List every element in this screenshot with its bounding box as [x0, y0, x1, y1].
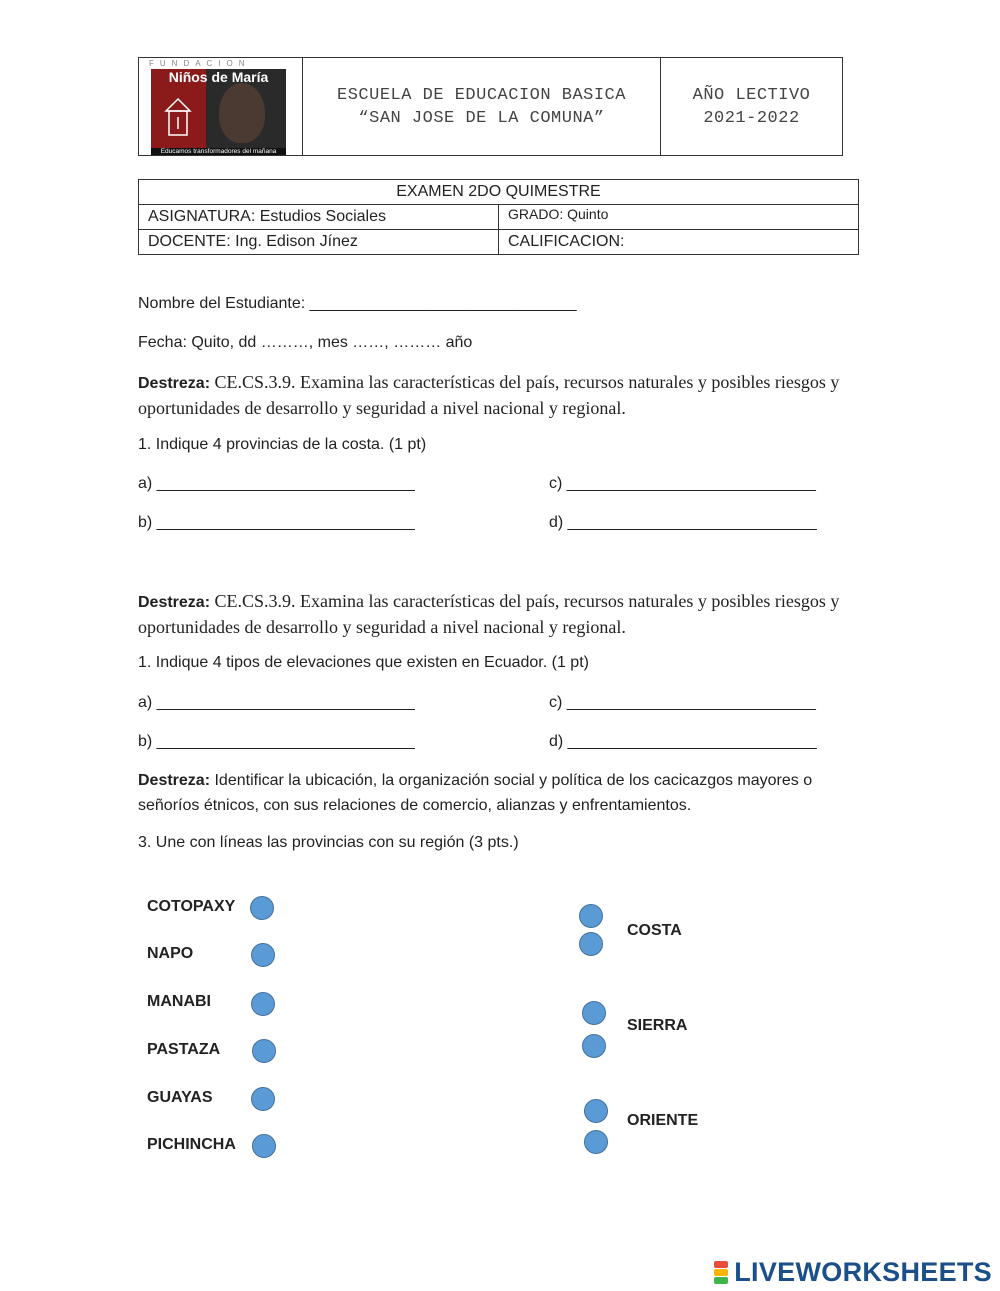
- logo-name: Niños de María: [168, 69, 269, 85]
- question-3: 3. Une con líneas las provincias con su región (3 pts.): [138, 834, 519, 851]
- answer-1c[interactable]: c) ____________________________: [549, 475, 816, 492]
- answer-1b[interactable]: b) _____________________________: [138, 514, 415, 531]
- teacher-cell: DOCENTE: Ing. Edison Jínez: [139, 230, 499, 255]
- region-dot-sierra-2[interactable]: [582, 1034, 606, 1058]
- skill-1: [138, 370, 858, 422]
- region-dot-sierra-1[interactable]: [582, 1001, 606, 1025]
- province-label: NAPO: [147, 945, 194, 962]
- answer-2a[interactable]: a) _____________________________: [138, 694, 415, 711]
- liveworksheets-brand[interactable]: [714, 1257, 992, 1288]
- province-dot-cotopaxy[interactable]: [250, 896, 274, 920]
- province-dot-guayas[interactable]: [251, 1087, 275, 1111]
- answer-2d[interactable]: d) ____________________________: [549, 733, 817, 750]
- skill-2-label: Destreza:: [138, 594, 211, 611]
- logo: [139, 58, 303, 155]
- skill-3-text: Identificar la ubicación, la organización social y política de los cacicazgos mayores o señoríos étnicos, con sus relaciones de comercio, alianzas y enfrentamientos.: [138, 772, 813, 814]
- exam-info-table: [138, 179, 859, 255]
- grade-cell: GRADO: Quinto: [499, 205, 859, 230]
- region-dot-oriente-1[interactable]: [584, 1099, 608, 1123]
- liveworksheets-logo-icon: [714, 1261, 730, 1285]
- logo-top-text: FUNDACION: [149, 59, 251, 68]
- province-label: MANABI: [147, 993, 211, 1010]
- skill-2: [138, 589, 858, 641]
- province-label: PASTAZA: [147, 1041, 221, 1058]
- region-dot-costa-1[interactable]: [579, 904, 603, 928]
- region-dot-costa-2[interactable]: [579, 932, 603, 956]
- region-dot-oriente-2[interactable]: [584, 1130, 608, 1154]
- logo-image: [151, 69, 286, 155]
- exam-title: EXAMEN 2DO QUIMESTRE: [139, 180, 859, 205]
- region-label: COSTA: [627, 922, 682, 939]
- church-icon: [163, 97, 193, 137]
- year-label: AÑO LECTIVO: [692, 85, 811, 105]
- answer-1d[interactable]: d) ____________________________: [549, 514, 817, 531]
- school-line-1: ESCUELA DE EDUCACION BASICA: [337, 85, 626, 105]
- subject-cell: ASIGNATURA: Estudios Sociales: [139, 205, 499, 230]
- skill-2-text: CE.CS.3.9. Examina las características del país, recursos naturales y posibles riesgos y oportunidades de desarrollo y seguridad a nivel nacional y regional.: [138, 591, 840, 637]
- province-label: GUAYAS: [147, 1089, 213, 1106]
- province-label: COTOPAXY: [147, 898, 236, 915]
- score-cell[interactable]: CALIFICACION:: [499, 230, 859, 255]
- school-header: [138, 57, 843, 156]
- year-value: 2021-2022: [703, 108, 800, 128]
- student-name-field[interactable]: Nombre del Estudiante: ______________________________: [138, 295, 577, 312]
- logo-tagline: Educamos transformadores del mañana: [151, 148, 286, 155]
- brand-text: LIVEWORKSHEETS: [734, 1257, 992, 1287]
- region-label: ORIENTE: [627, 1112, 699, 1129]
- region-label: SIERRA: [627, 1017, 688, 1034]
- answer-1a[interactable]: a) _____________________________: [138, 475, 415, 492]
- skill-1-label: Destreza:: [138, 375, 211, 392]
- school-year: [661, 58, 842, 155]
- province-dot-pastaza[interactable]: [252, 1039, 276, 1063]
- date-field[interactable]: Fecha: Quito, dd ………, mes ……, ……… año: [138, 334, 473, 351]
- answer-2b[interactable]: b) _____________________________: [138, 733, 415, 750]
- province-dot-pichincha[interactable]: [252, 1134, 276, 1158]
- province-dot-napo[interactable]: [251, 943, 275, 967]
- province-label: PICHINCHA: [147, 1136, 236, 1153]
- skill-3: [138, 768, 868, 818]
- answer-2c[interactable]: c) ____________________________: [549, 694, 816, 711]
- question-1: 1. Indique 4 provincias de la costa. (1 pt): [138, 436, 427, 453]
- school-line-2: “SAN JOSE DE LA COMUNA”: [358, 108, 605, 128]
- school-name: [303, 58, 661, 155]
- skill-3-label: Destreza:: [138, 772, 211, 789]
- province-dot-manabi[interactable]: [251, 992, 275, 1016]
- skill-1-text: CE.CS.3.9. Examina las características del país, recursos naturales y posibles riesgos y oportunidades de desarrollo y seguridad a nivel nacional y regional.: [138, 372, 840, 418]
- question-2: 1. Indique 4 tipos de elevaciones que existen en Ecuador. (1 pt): [138, 654, 589, 671]
- child-photo: [219, 83, 265, 143]
